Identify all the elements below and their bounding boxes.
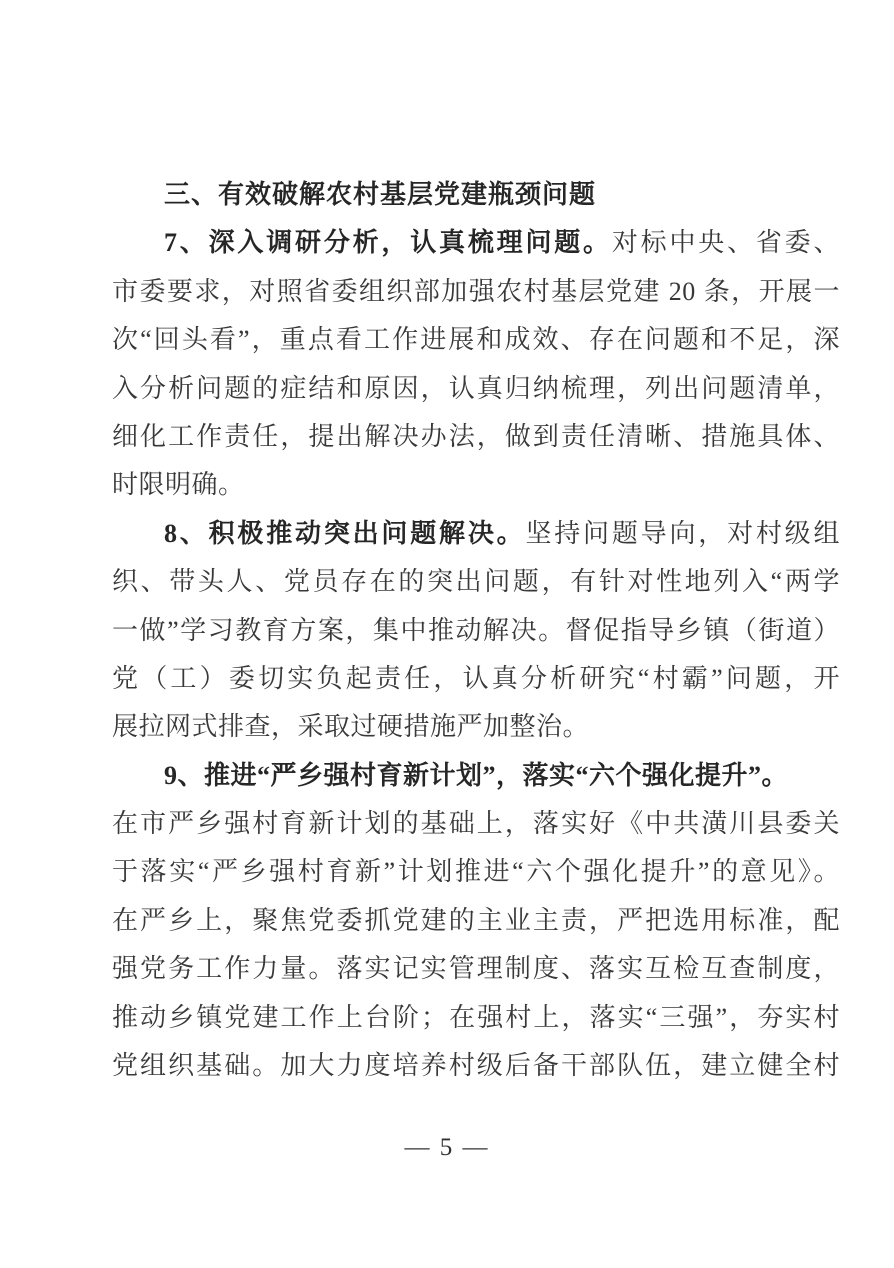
text-line [112,752,840,800]
text-segment: 在市严乡强村育新计划的基础上，落实好《中共潢川县委关 [112,809,840,839]
text-line [112,461,840,509]
page-number: — 5 — [404,1134,490,1161]
text-line [112,413,840,461]
bold-text-segment: 9、推进“严乡强村育新计划”，落实“六个强化提升”。 [164,760,789,790]
text-segment: 细化工作责任，提出解决办法，做到责任清晰、措施具体、 [112,421,840,451]
text-segment: 强党务工作力量。落实记实管理制度、落实互检互查制度， [112,954,840,984]
text-segment: 党组织基础。加大力度培养村级后备干部队伍，建立健全村 [112,1051,840,1081]
text-line [112,510,840,558]
text-segment: 展拉网式排查，采取过硬措施严加整治。 [112,712,590,742]
text-segment: 在严乡上，聚焦党委抓党建的主业主责，严把选用标准，配 [112,905,840,935]
text-segment: 党（工）委切实负起责任，认真分析研究“村霸”问题，开 [112,663,840,693]
text-line [112,268,840,316]
text-segment: 市委要求，对照省委组织部加强农村基层党建 20 条，开展一 [112,276,840,306]
bold-text-segment: 三、有效破解农村基层党建瓶颈问题 [164,180,597,209]
text-line [112,994,840,1042]
text-line [112,897,840,945]
text-segment: 织、带头人、党员存在的突出问题，有针对性地列入“两学 [112,567,840,597]
text-line [112,607,840,655]
text-line [112,703,840,751]
text-segment: 坚持问题导向，对村级组 [525,518,840,548]
document-body [112,171,840,1090]
text-line [112,655,840,703]
section-heading [112,171,840,219]
text-line [112,848,840,896]
text-line [112,1042,840,1090]
text-line [112,558,840,606]
text-segment: 入分析问题的症结和原因，认真归纳梳理，列出问题清单， [112,373,840,403]
bold-text-segment: 7、深入调研分析，认真梳理问题。 [164,228,612,258]
text-line [112,800,840,848]
text-segment: 于落实“严乡强村育新”计划推进“六个强化提升”的意见》。 [112,857,840,887]
text-segment: 一做”学习教育方案，集中推动解决。督促指导乡镇（街道） [112,615,840,645]
text-line [112,365,840,413]
text-segment: 次“回头看”，重点看工作进展和成效、存在问题和不足，深 [112,325,840,355]
text-segment: 时限明确。 [112,470,245,500]
text-segment: 推动乡镇党建工作上台阶；在强村上，落实“三强”，夯实村 [112,1002,840,1032]
text-segment: 对标中央、省委、 [611,228,840,258]
text-line [112,316,840,364]
text-line [112,945,840,993]
text-line [112,219,840,267]
bold-text-segment: 8、积极推动突出问题解决。 [164,518,526,548]
